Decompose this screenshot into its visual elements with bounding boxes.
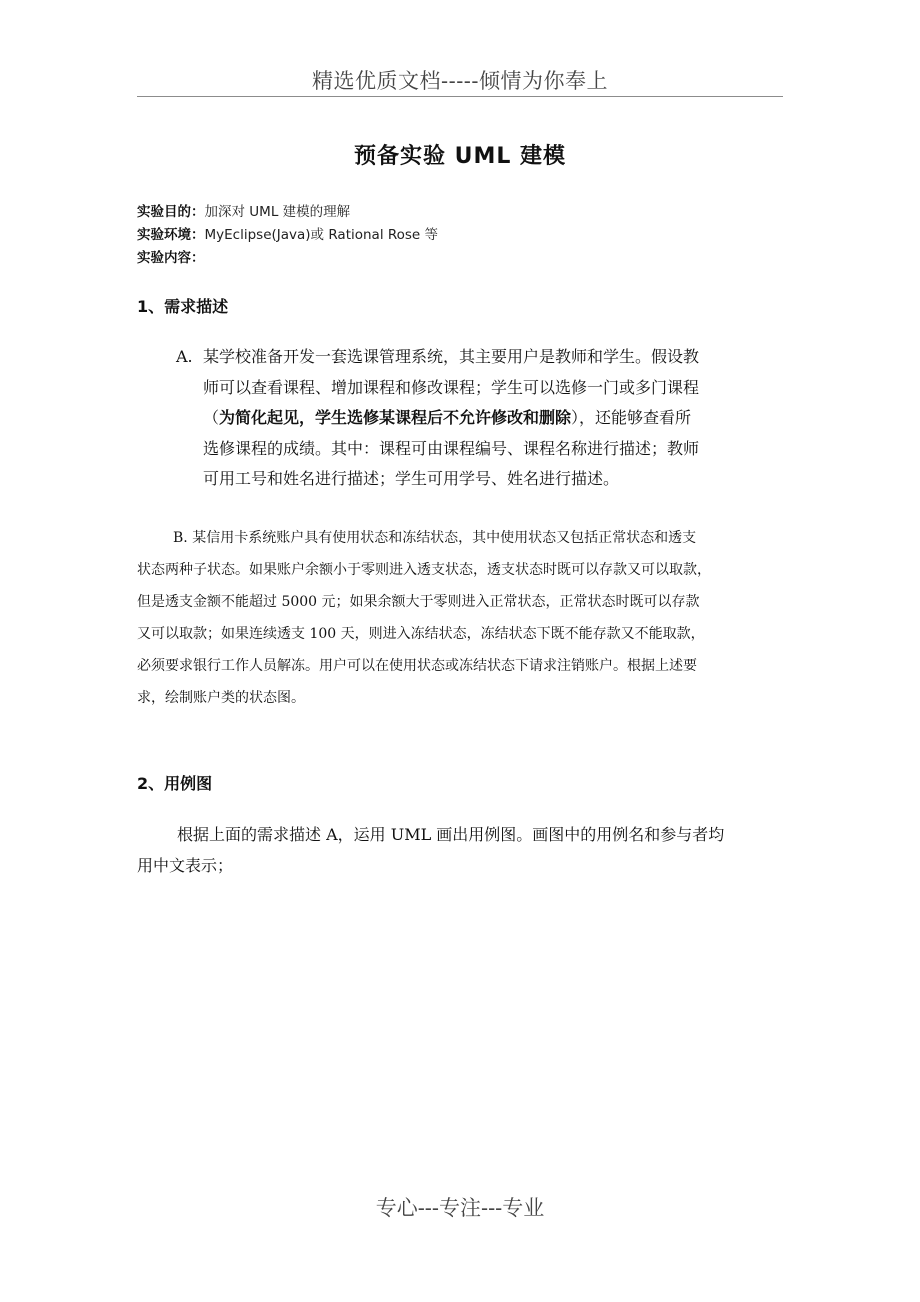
use-case-paragraph [137, 819, 787, 881]
paren-open: （ [203, 408, 220, 427]
content-label: 实验内容： [137, 250, 205, 266]
requirement-a-line: 选修课程的成绩。其中：课程可由课程编号、课程名称进行描述；教师 [203, 438, 700, 458]
requirement-a-line: 师可以查看课程、增加课程和修改课程；学生可以选修一门或多门课程 [203, 377, 700, 397]
requirement-a-paragraph [176, 342, 786, 495]
emphasis-text: 为简化起见，学生选修某课程后不允许修改和删除 [219, 408, 572, 427]
requirement-b-line: 但是透支金额不能超过 5000 元；如果余额大于零则进入正常状态，正常状态时既可以存款 [137, 594, 700, 610]
environment-line [137, 224, 787, 247]
requirement-b-line: 必须要求银行工作人员解冻。用户可以在使用状态或冻结状态下请求注销账户。根据上述要 [137, 658, 697, 674]
requirement-a-line: 可用工号和姓名进行描述；学生可用学号、姓名进行描述。 [203, 469, 620, 488]
requirement-b-line: 状态两种子状态。如果账户余额小于零则进入透支状态，透支状态时既可以存款又可以取款， [137, 562, 711, 578]
section-heading-requirements: 1、需求描述 [137, 297, 229, 316]
requirement-b-line: B. 某信用卡系统账户具有使用状态和冻结状态，其中使用状态又包括正常状态和透支 [173, 530, 697, 546]
requirement-a-text: ），还能够查看所 [571, 408, 692, 427]
page-footer: 专心---专注---专业 [375, 1196, 545, 1220]
requirement-b-paragraph [137, 522, 787, 714]
environment-label: 实验环境： [137, 227, 205, 243]
header-divider [137, 96, 783, 97]
document-title: 预备实验 UML 建模 [353, 144, 567, 169]
purpose-value: 加深对 UML 建模的理解 [204, 204, 351, 220]
purpose-label: 实验目的： [137, 204, 205, 220]
requirement-b-line: 求，绘制账户类的状态图。 [137, 690, 305, 706]
requirement-a-marker: A. [176, 347, 193, 366]
page-header: 精选优质文档-----倾情为你奉上 [312, 69, 608, 93]
requirement-a-line [176, 342, 786, 373]
experiment-meta [137, 201, 787, 270]
requirement-b-line: 又可以取款；如果连续透支 100 天，则进入冻结状态，冻结状态下既不能存款又不能取款， [137, 626, 705, 642]
content-line [137, 247, 787, 270]
requirement-a-text: 某学校准备开发一套选课管理系统，其主要用户是教师和学生。假设教 [203, 347, 700, 366]
use-case-line: 用中文表示； [137, 856, 234, 875]
requirement-a-line [176, 403, 786, 434]
section-heading-use-case: 2、用例图 [137, 774, 213, 793]
use-case-line: 根据上面的需求描述 A，运用 UML 画出用例图。画图中的用例名和参与者均 [177, 825, 725, 844]
environment-value: MyEclipse(Java)或 Rational Rose 等 [204, 227, 439, 243]
purpose-line [137, 201, 787, 224]
